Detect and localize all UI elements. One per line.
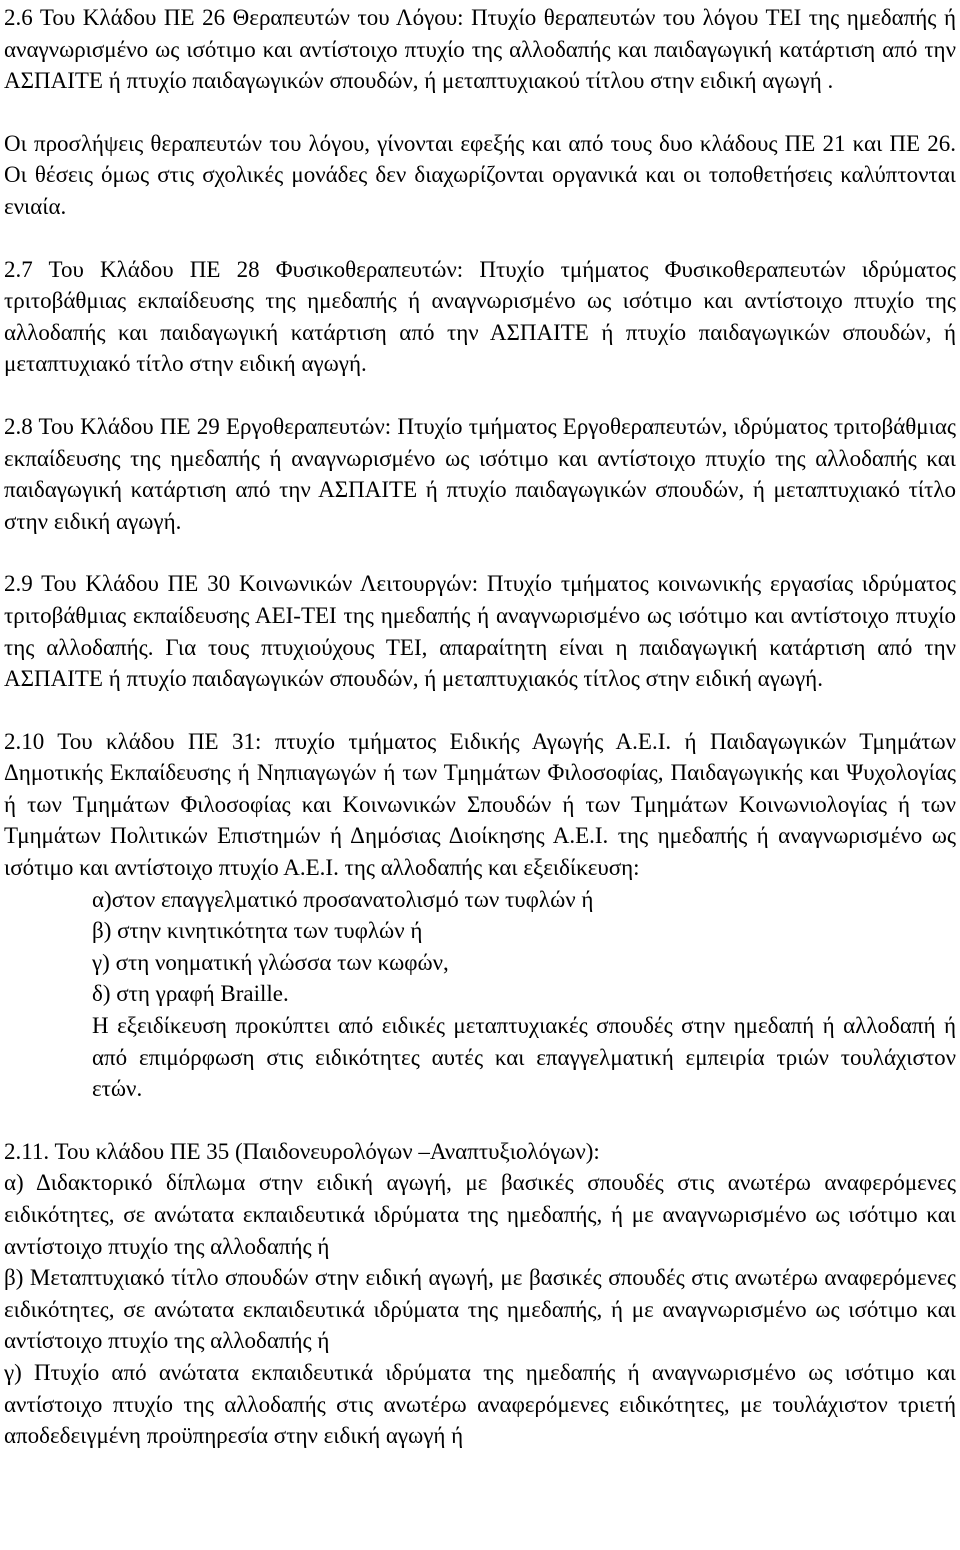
section-2-10-list [4, 884, 956, 1105]
section-2-11-item-c: γ) Πτυχίο από ανώτατα εκπαιδευτικά ιδρύματα της ημεδαπής ή αναγνωρισμένο ως ισότιμο και αντίστοιχο πτυχίο της αλλοδαπής στις ανωτέρω αναφερόμενες ειδικότητες, με τουλάχιστον τριετή αποδεδειγμένη προϋπηρεσία στην ειδική αγωγή ή [4, 1359, 956, 1449]
section-2-7-paragraph: 2.7 Του Κλάδου ΠΕ 28 Φυσικοθεραπευτών: Πτυχίο τμήματος Φυσικοθεραπευτών ιδρύματος τριτοβάθμιας εκπαίδευσης της ημεδαπής ή αναγνωρισμένο ως ισότιμο και αντίστοιχο πτυχίο της αλλοδαπής και παιδαγωγική κατάρτιση από την ΑΣΠΑΙΤΕ ή πτυχίο παιδαγωγικών σπουδών, ή μεταπτυχιακό τίτλο στην ειδική αγωγή. [4, 256, 956, 377]
section-2-10-intro: 2.10 Του κλάδου ΠΕ 31: πτυχίο τμήματος Ειδικής Αγωγής Α.Ε.Ι. ή Παιδαγωγικών Τμημάτων Δημοτικής Εκπαίδευσης ή Νηπιαγωγών ή των Τμημάτων Φιλοσοφίας, Παιδαγωγικής και Ψυχολογίας ή των Τμημάτων Φιλοσοφίας και Κοινωνικών Σπουδών ή των Τμημάτων Κοινωνιολογίας ή των Τμημάτων Πολιτικών Επιστημών ή Δημόσιας Διοίκησης Α.Ε.Ι. της ημεδαπής ή αναγνωρισμένο ως ισότιμο και αντίστοιχο πτυχίο Α.Ε.Ι. της αλλοδαπής και εξειδίκευση: [4, 728, 956, 881]
section-2-6-paragraph: 2.6 Του Κλάδου ΠΕ 26 Θεραπευτών του Λόγου: Πτυχίο θεραπευτών του λόγου ΤΕΙ της ημεδαπής ή αναγνωρισμένο ως ισότιμο και αντίστοιχο πτυχίο της αλλοδαπής και παιδαγωγική κατάρτιση από την ΑΣΠΑΙΤΕ ή πτυχίο παιδαγωγικών σπουδών, ή μεταπτυχιακού τίτλου στην ειδική αγωγή . [4, 5, 956, 94]
section-2-9-paragraph: 2.9 Του Κλάδου ΠΕ 30 Κοινωνικών Λειτουργών: Πτυχίο τμήματος κοινωνικής εργασίας ιδρύματος τριτοβάθμιας εκπαίδευσης ΑΕΙ-ΤΕΙ της ημεδαπής ή αναγνωρισμένο ως ισότιμο και αντίστοιχο πτυχίο της αλλοδαπής. Για τους πτυχιούχους ΤΕΙ, απαραίτητη είναι η παιδαγωγική κατάρτιση από την ΑΣΠΑΙΤΕ ή πτυχίο παιδαγωγικών σπουδών, ή μεταπτυχιακός τίτλος στην ειδική αγωγή. [4, 571, 956, 692]
section-2-8-paragraph: 2.8 Του Κλάδου ΠΕ 29 Εργοθεραπευτών: Πτυχίο τμήματος Εργοθεραπευτών, ιδρύματος τριτοβάθμιας εκπαίδευσης της ημεδαπής ή αναγνωρισμένο ως ισότιμο και αντίστοιχο πτυχίο της αλλοδαπής και παιδαγωγική κατάρτιση από την ΑΣΠΑΙΤΕ ή πτυχίο παιδαγωγικών σπουδών, ή μεταπτυχιακό τίτλο στην ειδική αγωγή. [4, 413, 956, 534]
list-item: α)στον επαγγελματικό προσανατολισμό των τυφλών ή [92, 886, 594, 912]
list-item: γ) στη νοηματική γλώσσα των κωφών, [92, 949, 449, 975]
list-item: δ) στη γραφή Braille. [92, 981, 289, 1007]
section-2-6-note: Οι προσλήψεις θεραπευτών του λόγου, γίνονται εφεξής και από τους δυο κλάδους ΠΕ 21 και ΠΕ 26. Οι θέσεις όμως στις σχολικές μονάδες δεν διαχωρίζονται οργανικά και οι τοποθετήσεις καλύπτονται ενιαία. [4, 130, 956, 219]
section-2-11-heading: 2.11. Του κλάδου ΠΕ 35 (Παιδονευρολόγων –Αναπτυξιολόγων): [4, 1138, 600, 1164]
section-2-11-item-a: α) Διδακτορικό δίπλωμα στην ειδική αγωγή, με βασικές σπουδές στις ανωτέρω αναφερόμενες ειδικότητες, σε ανώτατα εκπαιδευτικά ιδρύματα της ημεδαπής, ή με αναγνωρισμένο ως ισότιμο και αντίστοιχο πτυχίο της αλλοδαπής ή [4, 1170, 956, 1259]
list-item: β) στην κινητικότητα των τυφλών ή [92, 918, 423, 944]
section-2-10-note: Η εξειδίκευση προκύπτει από ειδικές μεταπτυχιακές σπουδές στην ημεδαπή ή αλλοδαπή ή από επιμόρφωση στις ειδικότητες αυτές και επαγγελματική εμπειρία τριών τουλάχιστον ετών. [92, 1013, 956, 1102]
section-2-11-item-b: β) Μεταπτυχιακό τίτλο σπουδών στην ειδική αγωγή, με βασικές σπουδές στις ανωτέρω αναφερόμενες ειδικότητες, σε ανώτατα εκπαιδευτικά ιδρύματα της ημεδαπής, ή με αναγνωρισμένο ως ισότιμο και αντίστοιχο πτυχίο της αλλοδαπής ή [4, 1265, 956, 1354]
